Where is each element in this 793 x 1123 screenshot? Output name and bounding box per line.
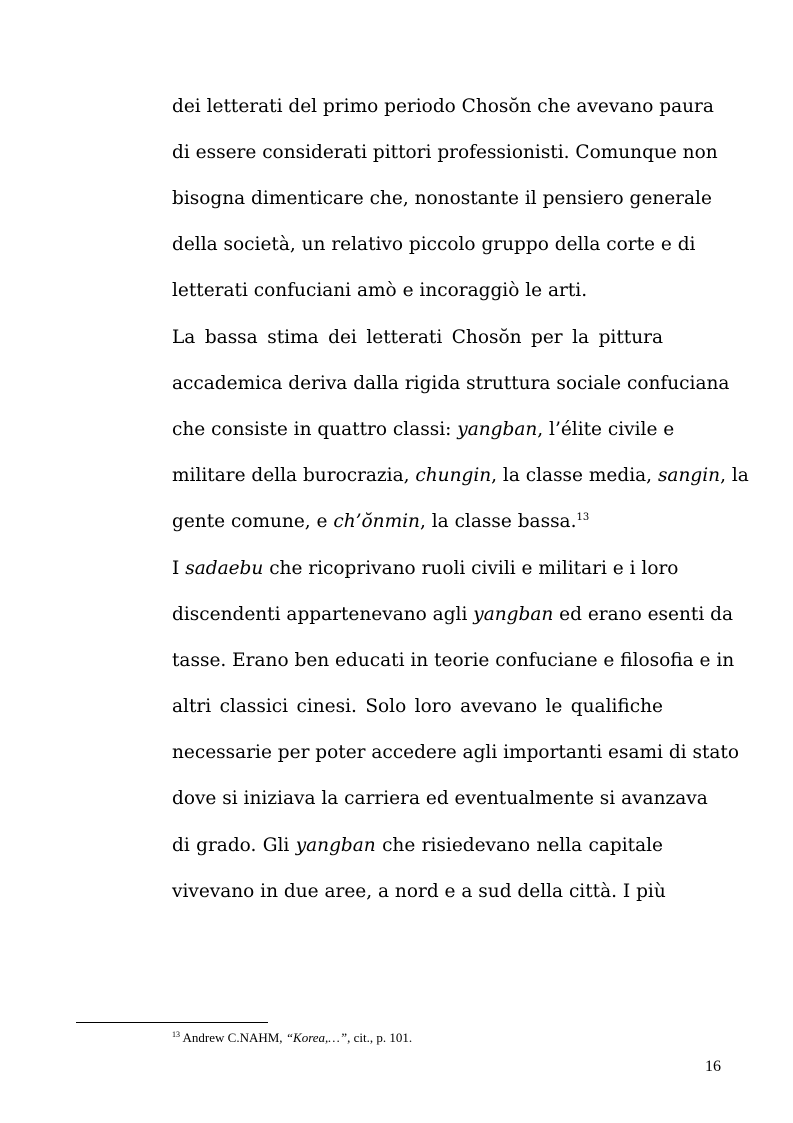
term-yangban: yangban: [295, 835, 376, 856]
text-line-17: [172, 834, 663, 858]
term-chonmin: ch’ŏnmin: [333, 511, 420, 532]
text-line-10: [172, 510, 663, 534]
text-line-8: [172, 418, 675, 442]
line-17-part-a: di grado. Gli: [172, 835, 296, 856]
term-yangban: yangban: [457, 419, 538, 440]
text-line-3: bisogna dimenticare che, nonostante il pensiero generale: [172, 188, 712, 209]
term-sadaebu: sadaebu: [185, 558, 264, 579]
text-line-12: [172, 603, 733, 627]
text-line-13: tasse. Erano ben educati in teorie confuciane e filosofia e in: [172, 650, 735, 671]
text-line-4: della società, un relativo piccolo gruppo della corte e di: [172, 234, 696, 255]
text-line-18: vivevano in due aree, a nord e a sud della città. I più: [172, 881, 666, 902]
footnote-separator: [76, 1022, 268, 1023]
line-12-part-c: ed erano esenti da: [553, 604, 733, 625]
line-9-part-a: militare della burocrazia,: [172, 465, 416, 486]
footnote: [172, 1030, 412, 1046]
footnote-citation: , cit., p. 101.: [347, 1030, 413, 1045]
footnote-number: 13: [172, 1030, 180, 1039]
line-9-part-c: , la classe media,: [491, 465, 658, 486]
line-9-part-e: , la: [720, 465, 749, 486]
text-line-6: La bassa stima dei letterati Chosŏn per la pittura: [172, 327, 663, 348]
footnote-author: Andrew C.NAHM,: [180, 1030, 286, 1045]
line-8-part-c: , l’élite civile e: [537, 419, 675, 440]
text-line-14: altri classici cinesi. Solo loro avevano le qualifiche: [172, 696, 663, 717]
text-line-16: dove si iniziava la carriera ed eventualmente si avanzava: [172, 788, 708, 809]
line-12-part-a: discendenti appartenevano agli: [172, 604, 474, 625]
line-10-part-c: , la classe bassa.: [419, 511, 577, 532]
text-line-2: di essere considerati pittori professionisti. Comunque non: [172, 142, 718, 163]
line-17-part-c: che risiedevano nella capitale: [375, 835, 663, 856]
text-line-9: [172, 464, 749, 488]
footnote-reference[interactable]: 13: [576, 512, 590, 523]
term-yangban: yangban: [473, 604, 554, 625]
page-number: 16: [705, 1058, 721, 1075]
term-chungin: chungin: [415, 465, 492, 486]
text-line-7: accademica deriva dalla rigida struttura sociale confuciana: [172, 373, 730, 394]
text-line-11: [172, 557, 679, 581]
line-11-part-a: I: [172, 558, 186, 579]
text-line-15: necessarie per poter accedere agli importanti esami di stato: [172, 742, 740, 763]
term-sangin: sangin: [657, 465, 721, 486]
line-10-part-a: gente comune, e: [172, 511, 334, 532]
line-11-part-c: che ricoprivano ruoli civili e militari e i loro: [263, 558, 679, 579]
text-line-5: letterati confuciani amò e incoraggiò le arti.: [172, 280, 588, 301]
footnote-title: “Korea,…”: [285, 1030, 348, 1045]
text-line-1: dei letterati del primo periodo Chosŏn che avevano paura: [172, 96, 714, 117]
line-8-part-a: che consiste in quattro classi:: [172, 419, 458, 440]
